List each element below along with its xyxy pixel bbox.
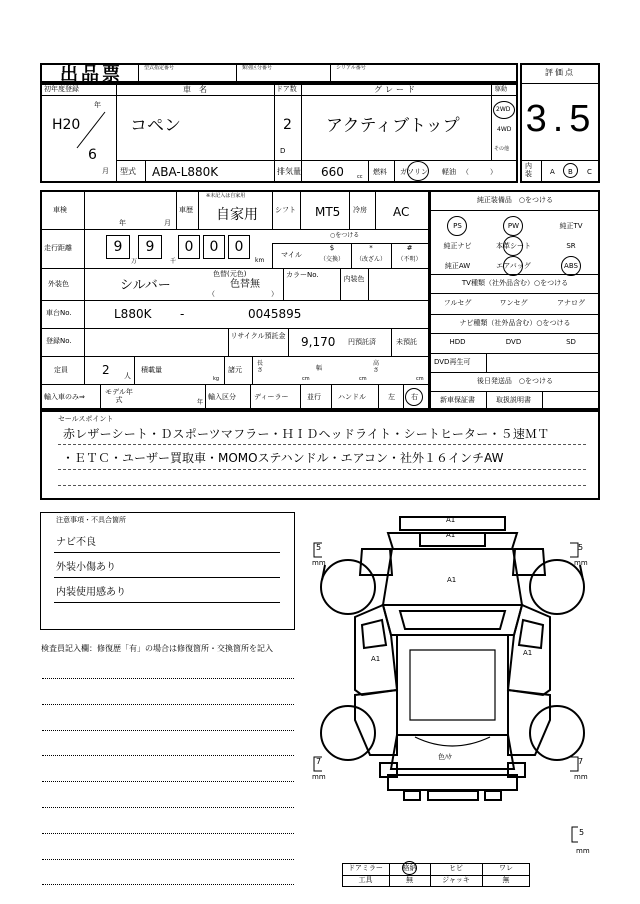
notes-label: 注意事項・不具合箇所 bbox=[56, 516, 126, 524]
note-item-2: 外装小傷あり bbox=[56, 562, 116, 573]
diagram-a1-hood: A1 bbox=[447, 576, 457, 584]
inspector-label: 検査員記入欄：修復歴「有」の場合は修復箇所・交換箇所を記入 bbox=[41, 644, 273, 653]
header-frame bbox=[40, 63, 518, 83]
load-label: 積載量 bbox=[141, 366, 162, 374]
chassis-model: L880K bbox=[114, 307, 152, 321]
displacement-unit: cc bbox=[357, 174, 363, 180]
tire-fr-value: 5 bbox=[578, 543, 584, 552]
car-damage-diagram bbox=[300, 505, 600, 825]
interior-a: A bbox=[550, 168, 555, 176]
mirror-circle bbox=[402, 861, 417, 875]
ac-label: 冷房 bbox=[353, 206, 367, 214]
chassis-number: 0045895 bbox=[248, 307, 302, 321]
drive-other: その他 bbox=[494, 146, 510, 152]
doors-value: 2 bbox=[283, 117, 292, 133]
mile-label: マイル bbox=[281, 251, 302, 259]
equip-leather-circle bbox=[503, 236, 523, 256]
sales-label: セールスポイント bbox=[58, 415, 114, 423]
note-item-1: ナビ不良 bbox=[56, 537, 96, 548]
first-reg-month: 6 bbox=[88, 147, 97, 163]
inspector-line bbox=[42, 859, 294, 860]
interior-b-circle bbox=[563, 163, 578, 178]
drive-2wd: 2WD bbox=[496, 106, 511, 113]
name-label: 車 名 bbox=[183, 85, 207, 94]
shift-label: シフト bbox=[275, 206, 296, 214]
handle-right-circle bbox=[405, 388, 423, 406]
color-change-value: 色替無 bbox=[230, 279, 260, 290]
spare-tire-value: 5 bbox=[579, 828, 585, 837]
car-name-value: コペン bbox=[130, 116, 181, 136]
sales-line-2: ・ＥＴＣ・ユーザー買取車・MOMOステハンドル・エアコン・社外１６インチAW bbox=[62, 451, 504, 465]
spare-bracket bbox=[570, 826, 580, 844]
type-designation-label: 型式指定番号 bbox=[144, 65, 175, 71]
note-item-3: 内装使用感あり bbox=[56, 587, 126, 598]
capacity-label: 定員 bbox=[54, 366, 68, 374]
model-label: 型式 bbox=[120, 167, 136, 176]
diagram-a1-front: A1 bbox=[446, 516, 456, 524]
doors-d: D bbox=[280, 147, 286, 155]
fuel-label: 燃料 bbox=[373, 168, 387, 176]
inspector-line bbox=[42, 884, 294, 885]
inspector-line bbox=[42, 807, 294, 808]
tire-rr-value: 7 bbox=[578, 757, 584, 766]
fuel-diesel: 軽油 bbox=[442, 168, 456, 176]
equipment-header: 純正装備品 ○をつける bbox=[476, 196, 554, 204]
dims-label: 諸元 bbox=[228, 366, 242, 374]
import-type-label: 輸入区分 bbox=[208, 393, 236, 401]
recycle-unpaid: 未預託 bbox=[396, 338, 417, 346]
grade-label: グレード bbox=[374, 85, 418, 94]
rating-label: 評価点 bbox=[545, 68, 575, 77]
diagram-color-mark: 色ﾊｹ bbox=[438, 753, 452, 761]
model-value: ABA-L880K bbox=[152, 165, 219, 179]
reg-slash bbox=[75, 110, 107, 150]
ac-value: AC bbox=[393, 205, 410, 219]
interior-label: 内装 bbox=[525, 162, 532, 179]
month-unit: 月 bbox=[102, 167, 109, 175]
displacement-value: 660 bbox=[321, 165, 344, 179]
interior-c: C bbox=[587, 168, 592, 176]
tire-fl-value: 5 bbox=[316, 543, 322, 552]
interior-b: B bbox=[568, 168, 573, 176]
color-label: 外装色 bbox=[48, 280, 69, 288]
inspector-line bbox=[42, 730, 294, 731]
inspector-line bbox=[42, 755, 294, 756]
usage-label: 車歴 bbox=[179, 206, 193, 214]
handle-right: 右 bbox=[411, 393, 418, 401]
inspector-line bbox=[42, 704, 294, 705]
circle-note: ○をつける bbox=[330, 232, 360, 239]
grade-value: アクティブトップ bbox=[326, 116, 460, 136]
reg-label: 登録No. bbox=[46, 337, 72, 345]
equip-abs-circle bbox=[561, 256, 581, 276]
chassis-label: 車台No. bbox=[46, 309, 72, 317]
page-title: 出品票 bbox=[60, 64, 123, 85]
usage-note: ※未記入は自家用 bbox=[206, 193, 246, 199]
inspection-year: 年 bbox=[119, 219, 126, 227]
inspector-line bbox=[42, 678, 294, 679]
diagram-a1-right: A1 bbox=[523, 649, 533, 657]
first-reg-era: H20 bbox=[52, 117, 81, 133]
recycle-value: 9,170 bbox=[301, 335, 336, 349]
shift-value: MT5 bbox=[315, 205, 341, 219]
displacement-label: 排気量 bbox=[277, 167, 301, 176]
inspector-line bbox=[42, 833, 294, 834]
doors-label: ドア数 bbox=[276, 85, 297, 93]
mileage-label: 走行距離 bbox=[44, 244, 72, 252]
serial-label: シリアル番号 bbox=[336, 65, 366, 71]
inspection-label: 車検 bbox=[53, 206, 67, 214]
equip-ps-circle bbox=[447, 216, 467, 236]
tire-rl-value: 7 bbox=[316, 757, 322, 766]
mirror-value: 格納 bbox=[402, 864, 417, 872]
inspector-line bbox=[42, 781, 294, 782]
diagram-a1-left: A1 bbox=[371, 655, 381, 663]
color-no-label: カラーNo. bbox=[286, 271, 319, 279]
inspection-month: 月 bbox=[164, 219, 171, 227]
drive-4wd: 4WD bbox=[497, 126, 512, 133]
capacity-value: 2 bbox=[102, 363, 110, 377]
fuel-gasoline: ガソリン bbox=[400, 168, 428, 176]
tools-value: 無 bbox=[406, 876, 413, 884]
diagram-a1-bumper: A1 bbox=[446, 531, 456, 539]
drive-label: 駆動 bbox=[495, 86, 508, 93]
int-color-label: 内装色 bbox=[343, 275, 365, 283]
import-label: 輸入車のみ⇒ bbox=[44, 393, 85, 401]
color-value: シルバー bbox=[120, 278, 171, 293]
category-label: 類別区分番号 bbox=[242, 65, 273, 71]
drive-2wd-circle bbox=[493, 101, 515, 119]
equip-pw-circle bbox=[503, 216, 523, 236]
jack-value: 無 bbox=[502, 876, 510, 884]
usage-value: 自家用 bbox=[216, 207, 258, 223]
first-reg-label: 初年度登録 bbox=[44, 85, 79, 93]
recycle-label: リサイクル預託金 bbox=[230, 332, 286, 340]
equip-airbag-circle bbox=[503, 256, 523, 276]
sales-line-1: 赤レザーシート・Ｄスポーツマフラー・ＨＩＤヘッドライト・シートヒーター・５速ＭＴ bbox=[63, 427, 550, 441]
year-unit: 年 bbox=[94, 101, 101, 109]
fuel-paren: （ ） bbox=[462, 168, 497, 176]
fuel-circle bbox=[407, 161, 429, 181]
rating-value: 3.5 bbox=[525, 98, 597, 140]
